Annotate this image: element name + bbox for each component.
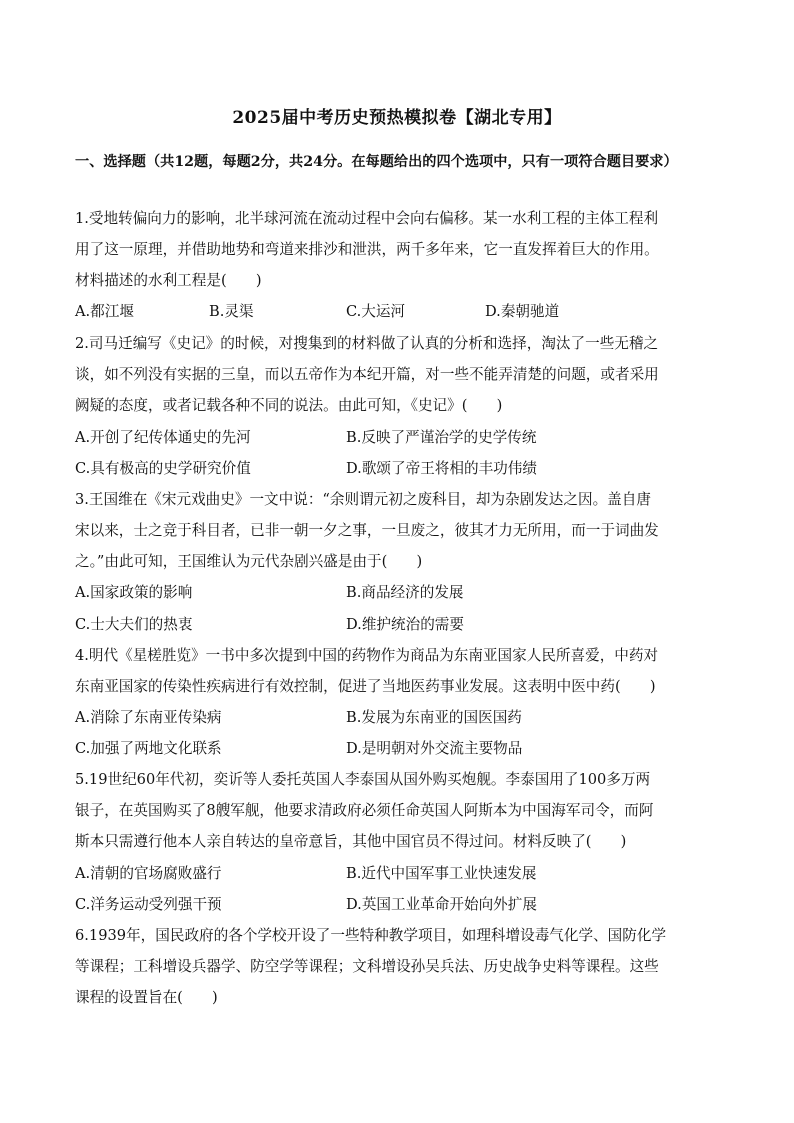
- question-5-line-3: 斯本只需遵行他本人亲自转达的皇帝意旨，其他中国官员不得过问。材料反映了( ): [75, 833, 627, 850]
- question-6-line-1: 6.1939年，国民政府的各个学校开设了一些特种教学项目，如理科增设毒气化学、国防化学: [75, 927, 667, 944]
- question-2-option-a: A.开创了纪传体通史的先河: [75, 429, 251, 446]
- question-3-option-d: D.维护统治的需要: [346, 616, 464, 633]
- question-1-line-1: 1.受地转偏向力的影响，北半球河流在流动过程中会向右偏移。某一水利工程的主体工程利: [75, 210, 659, 227]
- question-3-option-c: C.士大夫们的热衷: [75, 616, 193, 633]
- question-2-option-c: C.具有极高的史学研究价值: [75, 460, 251, 477]
- question-5-line-2: 银子，在英国购买了8艘军舰，他要求清政府必须任命英国人阿斯本为中国海军司令，而阿: [75, 802, 654, 819]
- question-2-line-1: 2.司马迁编写《史记》的时候，对搜集到的材料做了认真的分析和选择，淘汰了一些无稽之: [75, 335, 659, 352]
- question-1-option-b: B.灵渠: [209, 303, 254, 320]
- question-5-option-c: C.洋务运动受列强干预: [75, 896, 222, 913]
- section-heading: 一、选择题（共12题，每题2分，共24分。在每题给出的四个选项中，只有一项符合题目要求）: [75, 154, 678, 170]
- question-4-line-2: 东南亚国家的传染性疾病进行有效控制，促进了当地医药事业发展。这表明中医中药( ): [75, 678, 656, 695]
- question-2-option-d: D.歌颂了帝王将相的丰功伟绩: [346, 460, 537, 477]
- question-3-line-2: 宋以来，士之竞于科目者，已非一朝一夕之事，一旦废之，彼其才力无所用，而一于词曲发: [75, 522, 659, 539]
- question-5-line-1: 5.19世纪60年代初，奕䜣等人委托英国人李泰国从国外购买炮舰。李泰国用了100多万两: [75, 771, 651, 788]
- question-4-option-c: C.加强了两地文化联系: [75, 740, 222, 757]
- question-2-line-3: 阙疑的态度，或者记载各种不同的说法。由此可知，《史记》( ): [75, 397, 503, 414]
- question-6-line-3: 课程的设置旨在( ): [75, 989, 218, 1006]
- question-1-line-3: 材料描述的水利工程是( ): [75, 272, 262, 289]
- question-4-option-b: B.发展为东南亚的国医国药: [346, 709, 522, 726]
- question-5-option-a: A.清朝的官场腐败盛行: [75, 865, 222, 882]
- question-1-line-2: 用了这一原理，并借助地势和弯道来排沙和泄洪，两千多年来，它一直发挥着巨大的作用。: [75, 241, 659, 258]
- question-6-line-2: 等课程；工科增设兵器学、防空学等课程；文科增设孙吴兵法、历史战争史料等课程。这些: [75, 958, 659, 975]
- question-3-line-3: 之。”由此可知，王国维认为元代杂剧兴盛是由于( ): [75, 553, 423, 570]
- question-4-option-d: D.是明朝对外交流主要物品: [346, 740, 523, 757]
- question-5-option-d: D.英国工业革命开始向外扩展: [346, 896, 537, 913]
- question-4-option-a: A.消除了东南亚传染病: [75, 709, 222, 726]
- question-1-option-d: D.秦朝驰道: [485, 303, 560, 320]
- question-3-line-1: 3.王国维在《宋元戏曲史》一文中说：“余则谓元初之废科目，却为杂剧发达之因。盖自唐: [75, 491, 651, 508]
- question-4-line-1: 4.明代《星槎胜览》一书中多次提到中国的药物作为商品为东南亚国家人民所喜爱，中药对: [75, 647, 659, 664]
- question-1-option-a: A.都江堰: [75, 303, 134, 320]
- page-title: 2025届中考历史预热模拟卷【湖北专用】: [232, 108, 562, 128]
- question-3-option-b: B.商品经济的发展: [346, 584, 464, 601]
- question-5-option-b: B.近代中国军事工业快速发展: [346, 865, 537, 882]
- question-1-option-c: C.大运河: [346, 303, 406, 320]
- question-2-line-2: 谈，如不列没有实据的三皇，而以五帝作为本纪开篇，对一些不能弄清楚的问题，或者采用: [75, 366, 659, 383]
- question-2-option-b: B.反映了严谨治学的史学传统: [346, 429, 537, 446]
- question-3-option-a: A.国家政策的影响: [75, 584, 193, 601]
